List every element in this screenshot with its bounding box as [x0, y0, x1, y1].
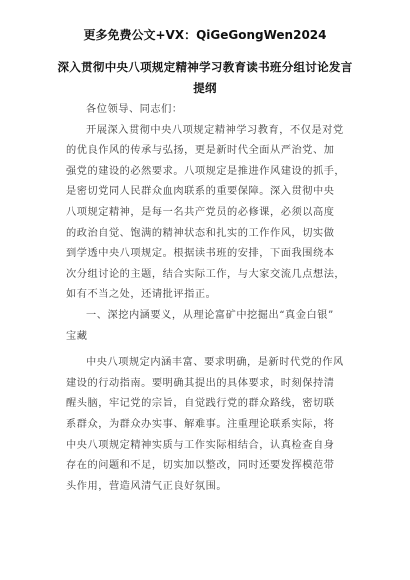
- paragraph-intro: [66, 121, 350, 306]
- paragraph-line: 的政治自觉、饱满的精神状态和扎实的工作作风，切实做: [66, 227, 335, 239]
- section-heading-1: [66, 306, 350, 347]
- paragraph-line: 建设的行动指南。要明确其提出的具体要求，时刻保持清: [66, 377, 335, 389]
- heading-line: 一、深挖内涵要义，从理论富矿中挖掘出“真金白银”: [86, 309, 334, 321]
- document-body: [66, 100, 350, 497]
- paragraph-line: 如有不当之处，还请批评指正。: [66, 289, 217, 301]
- paragraph-line: 醒头脑，牢记党的宗旨，自觉践行党的群众路线，密切联: [66, 398, 335, 410]
- heading-line: 宝藏: [66, 330, 88, 342]
- paragraph-line: 八项规定精神，是每一名共产党员的必修课，必须以高度: [66, 206, 335, 218]
- document-title-line-1: 深入贯彻中央八项规定精神学习教育读书班分组讨论发言: [57, 60, 353, 74]
- paragraph-line: 头作用，营造风清气正良好氛围。: [66, 480, 228, 492]
- paragraph-line: 系群众，为群众办实事、解难事。注重理论联系实际，将: [66, 418, 335, 430]
- promo-banner: 更多免费公文+VX：QiGeGongWen2024: [83, 28, 327, 42]
- paragraph-line: 中央八项规定内涵丰富、要求明确，是新时代党的作风: [86, 357, 344, 369]
- paragraph-line: 的优良作风的传承与弘扬，更是新时代全面从严治党、加: [66, 145, 335, 157]
- document-title-line-2: 提纲: [193, 81, 217, 95]
- paragraph-line: 存在的问题和不足，切实加以整改，同时还要发挥模范带: [66, 460, 335, 472]
- paragraph-line: 开展深入贯彻中央八项规定精神学习教育，不仅是对党: [86, 124, 344, 136]
- paragraph-section-1: [66, 353, 350, 497]
- paragraph-line: 次分组讨论的主题，结合实际工作，与大家交流几点想法，: [66, 268, 346, 280]
- paragraph-line: 强党的建设的必然要求。八项规定是推进作风建设的抓手，: [66, 165, 346, 177]
- paragraph-line: 中央八项规定精神实质与工作实际相结合，认真检查自身: [66, 439, 335, 451]
- paragraph-line: 到学透中央八项规定。根据读书班的安排，下面我围绕本: [66, 248, 335, 260]
- paragraph-line: 是密切党同人民群众血肉联系的重要保障。深入贯彻中央: [66, 186, 335, 198]
- salutation: 各位领导、同志们：: [86, 104, 183, 115]
